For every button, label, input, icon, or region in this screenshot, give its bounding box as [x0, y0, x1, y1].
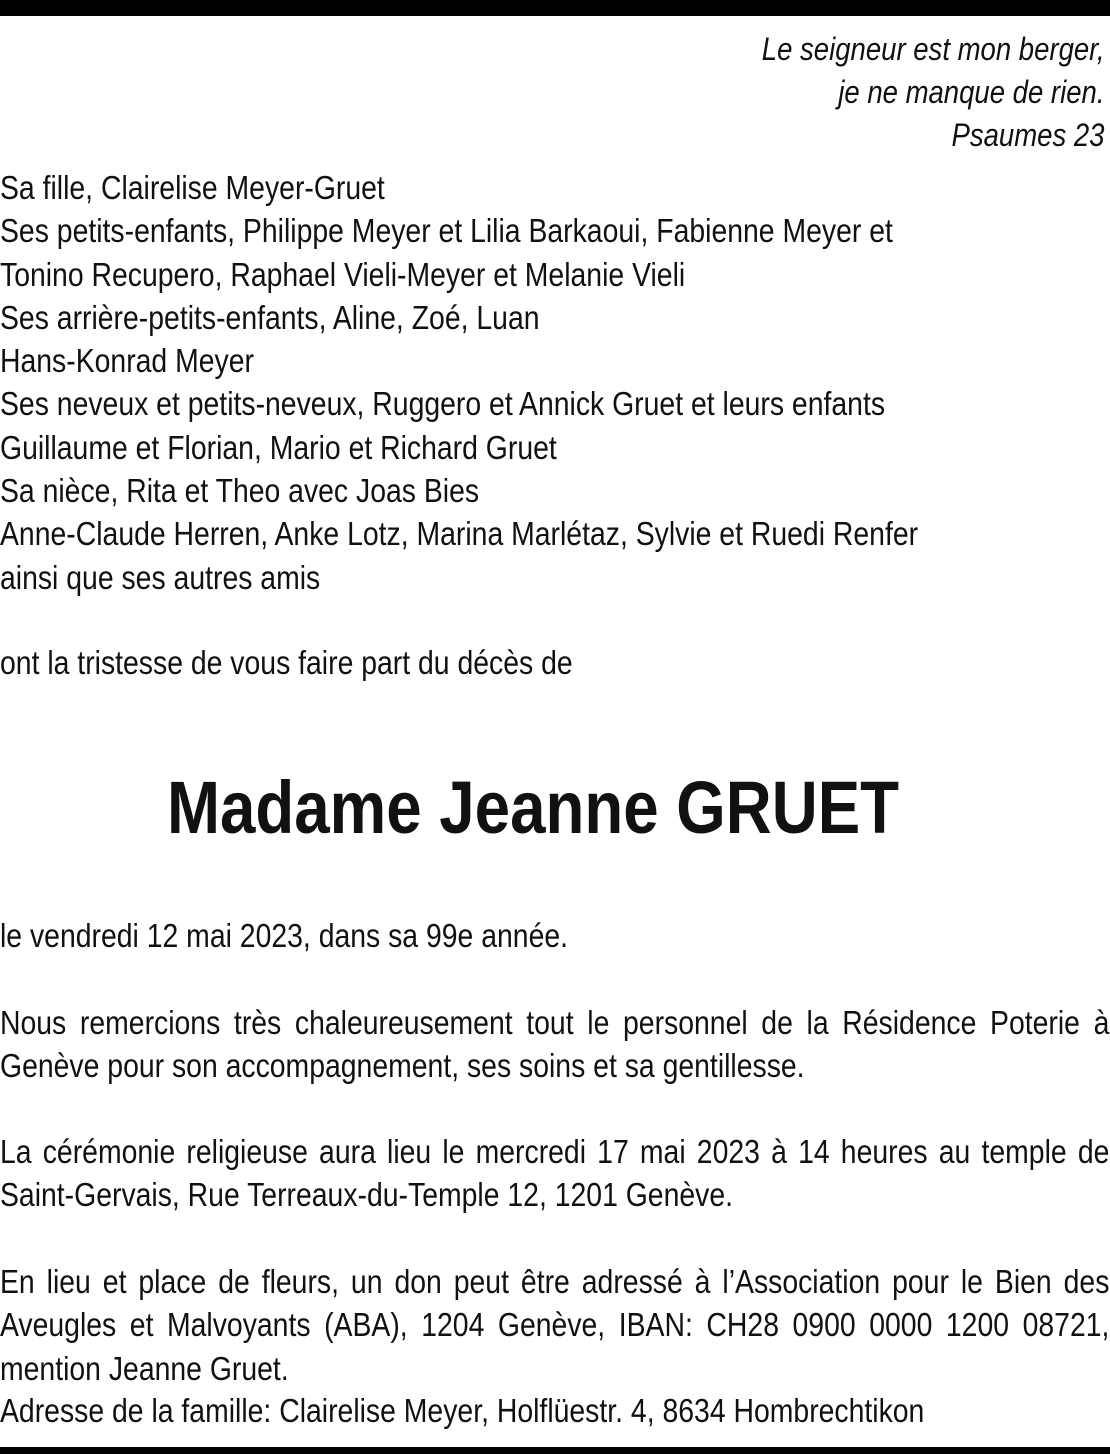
family-line: Anne-Claude Herren, Anke Lotz, Marina Marlétaz, Sylvie et Ruedi Renfer	[0, 515, 919, 553]
donation-paragraph: En lieu et place de fleurs, un don peut être adressé à l’Association pour le Bien des Aveugles et Malvoyants (ABA), 1204 Genève, IBAN: CH28 0900 0000 1200 08721, mention Jeanne Gruet.	[0, 1263, 1110, 1387]
family-list	[0, 166, 1109, 599]
family-line: Sa fille, Clairelise Meyer-Gruet	[0, 169, 385, 206]
scripture-verse	[761, 28, 1104, 157]
family-line: Tonino Recupero, Raphael Vieli-Meyer et Melanie Vieli	[0, 255, 686, 293]
verse-line-1: Le seigneur est mon berger,	[761, 31, 1104, 67]
family-line: Ses neveux et petits-neveux, Ruggero et Annick Gruet et leurs enfants	[0, 385, 886, 423]
family-line: ainsi que ses autres amis	[0, 558, 321, 596]
family-address: Adresse de la famille: Clairelise Meyer, Holflüestr. 4, 8634 Hombrechtikon	[0, 1392, 925, 1429]
verse-source: Psaumes 23	[951, 117, 1104, 153]
family-line: Hans-Konrad Meyer	[0, 342, 254, 380]
bottom-border-rule	[0, 1447, 1110, 1454]
thanks-paragraph: Nous remercions très chaleureusement tout le personnel de la Résidence Poterie à Genève pour son accompagnement, ses soins et sa gentillesse.	[0, 1004, 1110, 1085]
top-border-rule	[0, 0, 1110, 16]
family-line: Guillaume et Florian, Mario et Richard Gruet	[0, 428, 557, 466]
family-line: Sa nièce, Rita et Theo avec Joas Bies	[0, 472, 480, 510]
deceased-name-heading: Madame Jeanne GRUET	[166, 766, 900, 849]
ceremony-paragraph: La cérémonie religieuse aura lieu le mercredi 17 mai 2023 à 14 heures au temple de Saint-Gervais, Rue Terreaux-du-Temple 12, 1201 Genève.	[0, 1133, 1110, 1214]
family-line: Ses arrière-petits-enfants, Aline, Zoé, Luan	[0, 298, 540, 336]
family-line: Ses petits-enfants, Philippe Meyer et Lilia Barkaoui, Fabienne Meyer et	[0, 212, 893, 250]
verse-line-2: je ne manque de rien.	[837, 74, 1104, 110]
death-date: le vendredi 12 mai 2023, dans sa 99e année.	[0, 917, 569, 954]
announcement-intro: ont la tristesse de vous faire part du décès de	[0, 644, 573, 681]
